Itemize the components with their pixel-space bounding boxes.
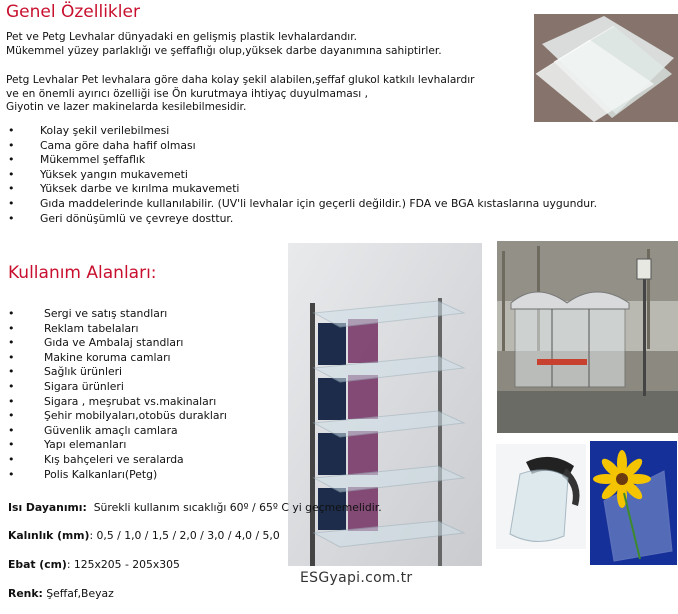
intro-paragraph <box>6 31 442 58</box>
list-item: • Polis Kalkanları(Petg) <box>44 468 227 483</box>
general-features-title: Genel Özellikler <box>6 2 140 22</box>
spec-value: : 125x205 - 205x305 <box>66 558 180 571</box>
list-item: • Geri dönüşümlü ve çevreye dosttur. <box>40 212 597 227</box>
face-shield-photo <box>496 444 586 549</box>
spec-label: Ebat (cm) <box>8 558 67 571</box>
intro-line: Mükemmel yüzey parlaklığı ve şeffaflığı olup,yüksek darbe dayanımına sahiptirler. <box>6 44 442 57</box>
description-line: ve en önemli ayırıcı özelliği ise Ön kurutmaya ihtiyaç duyulmaması , <box>6 87 368 100</box>
usage-areas-title: Kullanım Alanları: <box>8 263 157 283</box>
heat-resistance-spec <box>8 501 382 514</box>
list-item: • Gıda maddelerinde kullanılabilir. (UV'li levhalar için geçerli değildir.) FDA ve BGA kıstaslarına uygundur. <box>40 197 597 212</box>
website-brand: ESGyapi.com.tr <box>300 570 413 586</box>
petg-description-paragraph <box>6 74 475 115</box>
list-item: • Yapı elemanları <box>44 438 227 453</box>
list-item: • Sergi ve satış standları <box>44 307 227 322</box>
spec-label: Kalınlık (mm) <box>8 529 90 542</box>
list-item: • Sağlık ürünleri <box>44 365 227 380</box>
list-item: • Makine koruma camları <box>44 351 227 366</box>
color-spec <box>8 587 114 600</box>
list-item: • Yüksek yangın mukavemeti <box>40 168 597 183</box>
spec-label: Renk: <box>8 587 43 600</box>
bus-shelter-photo <box>497 241 678 433</box>
spec-value: Şeffaf,Beyaz <box>46 587 114 600</box>
intro-line: Pet ve Petg Levhalar dünyadaki en gelişmiş plastik levhalardandır. <box>6 31 357 43</box>
description-line: Petg Levhalar Pet levhalara göre daha kolay şekil alabilen,şeffaf glukol katkılı levhalardır <box>6 74 475 86</box>
list-item: • Reklam tabelaları <box>44 322 227 337</box>
spec-label: Isı Dayanımı: <box>8 501 87 514</box>
list-item: • Kolay şekil verilebilmesi <box>40 124 597 139</box>
features-list <box>40 124 597 226</box>
list-item: • Güvenlik amaçlı camlara <box>44 424 227 439</box>
list-item: • Gıda ve Ambalaj standları <box>44 336 227 351</box>
spec-value: : 0,5 / 1,0 / 1,5 / 2,0 / 3,0 / 4,0 / 5,0 <box>89 529 280 542</box>
list-item: • Mükemmel şeffaflık <box>40 153 597 168</box>
list-item: • Yüksek darbe ve kırılma mukavemeti <box>40 182 597 197</box>
flower-stand-photo <box>590 441 677 565</box>
spec-value: Sürekli kullanım sıcaklığı 60º / 65º C yi geçmemelidir. <box>93 501 382 514</box>
plastic-sheets-photo <box>534 14 678 122</box>
usage-areas-list <box>44 307 227 482</box>
list-item: • Cama göre daha hafif olması <box>40 139 597 154</box>
list-item: • Şehir mobilyaları,otobüs durakları <box>44 409 227 424</box>
display-rack-photo <box>288 243 482 566</box>
description-line: Giyotin ve lazer makinelarda kesilebilmesidir. <box>6 101 247 113</box>
list-item: • Kış bahçeleri ve seralarda <box>44 453 227 468</box>
list-item: • Sigara , meşrubat vs.makinaları <box>44 395 227 410</box>
size-spec <box>8 558 180 571</box>
thickness-spec <box>8 529 280 542</box>
list-item: • Sigara ürünleri <box>44 380 227 395</box>
